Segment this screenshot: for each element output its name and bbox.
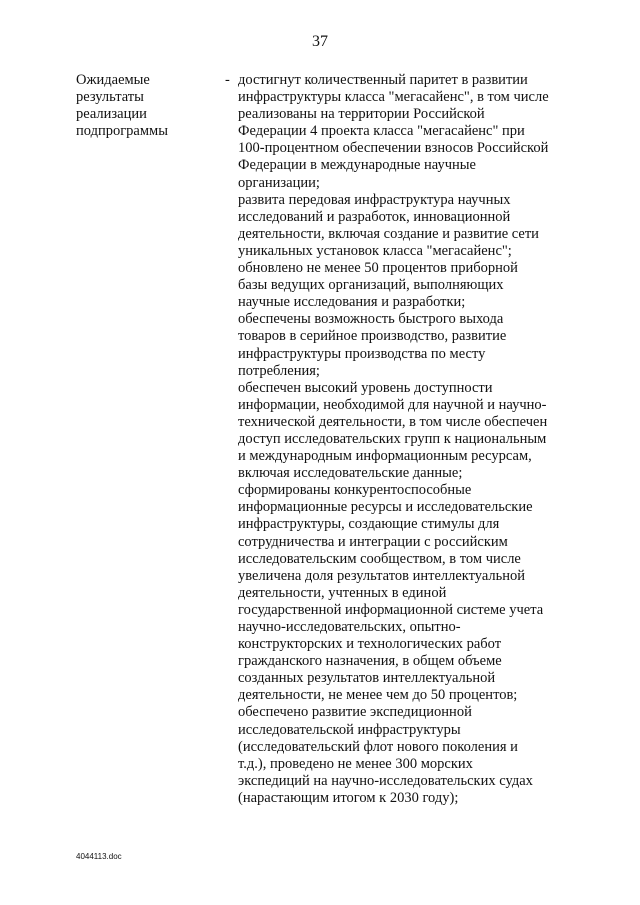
body-text-line: исследовательским сообществом, в том числе [238, 550, 521, 567]
body-text-line: доступ исследовательских групп к национальным [238, 430, 547, 447]
body-text-line: развита передовая инфраструктура научных [238, 191, 511, 208]
section-label-line: реализации [76, 106, 147, 123]
document-filename: 4044113.doc [76, 852, 122, 861]
body-text-line: включая исследовательские данные; [238, 465, 463, 482]
body-text-line: реализованы на территории Российской [238, 106, 485, 123]
body-text-line: инфраструктуры класса "мегасайенс", в том числе [238, 89, 549, 106]
body-text-line: и международным информационным ресурсам, [238, 448, 532, 465]
body-text-line: исследовательской инфраструктуры [238, 721, 461, 738]
section-label-line: результаты [76, 89, 144, 106]
body-text-line: обеспечены возможность быстрого выхода [238, 311, 504, 328]
body-text-line: (нарастающим итогом к 2030 году); [238, 789, 459, 806]
body-text-line: экспедиций на научно-исследовательских судах [238, 772, 533, 789]
body-text-line: достигнут количественный паритет в развитии [238, 72, 528, 88]
body-text-line: деятельности, включая создание и развитие сети [238, 225, 539, 242]
body-text-line: обеспечено развитие экспедиционной [238, 704, 472, 721]
section-label [76, 72, 216, 140]
body-text-line: государственной информационной системе учета [238, 601, 544, 618]
body-text-line: научно-исследовательских, опытно- [238, 619, 461, 635]
body-text-line: 100-процентном обеспечении взносов Российской [238, 140, 549, 157]
body-text-line: исследований и разработок, инновационной [238, 208, 511, 225]
page-number: 37 [312, 33, 328, 50]
body-text-line: увеличена доля результатов интеллектуальной [238, 567, 526, 584]
body-text-line: т.д.), проведено не менее 300 морских [238, 755, 473, 772]
body-text-line: Федерации 4 проекта класса "мегасайенс" при [238, 123, 525, 140]
body-text-line: организации; [238, 174, 320, 191]
body-text-line: инфраструктуры, создающие стимулы для [238, 516, 500, 533]
body-text-line: деятельности, не менее чем до 50 процентов; [238, 687, 518, 704]
section-label-line: подпрограммы [76, 123, 168, 140]
body-text-line: потребления; [238, 362, 320, 379]
section-body-text [238, 72, 578, 807]
body-text-line: технической деятельности, в том числе обеспечен [238, 413, 548, 430]
body-text-line: базы ведущих организаций, выполняющих [238, 277, 504, 294]
body-text-line: созданных результатов интеллектуальной [238, 670, 496, 687]
section-label-line: Ожидаемые [76, 72, 150, 88]
body-text-line: информационные ресурсы и исследовательские [238, 499, 533, 516]
body-text-line: Федерации в международные научные [238, 157, 476, 174]
body-text-line: товаров в серийное производство, развитие [238, 328, 507, 345]
body-text-line: деятельности, учтенных в единой [238, 584, 447, 601]
body-text-line: сформированы конкурентоспособные [238, 482, 472, 499]
body-text-line: конструкторских и технологических работ [238, 636, 502, 653]
body-text-line: информации, необходимой для научной и научно- [238, 396, 547, 413]
body-text-line: (исследовательский флот нового поколения и [238, 738, 518, 755]
body-text-line: сотрудничества и интеграции с российским [238, 533, 508, 550]
body-text-line: уникальных установок класса "мегасайенс"; [238, 242, 512, 259]
list-dash: - [225, 72, 230, 88]
body-text-line: гражданского назначения, в общем объеме [238, 653, 502, 670]
body-text-line: научные исследования и разработки; [238, 294, 466, 311]
body-text-line: обеспечен высокий уровень доступности [238, 379, 493, 396]
body-text-line: обновлено не менее 50 процентов приборной [238, 260, 518, 277]
body-text-line: инфраструктуры производства по месту [238, 345, 486, 362]
